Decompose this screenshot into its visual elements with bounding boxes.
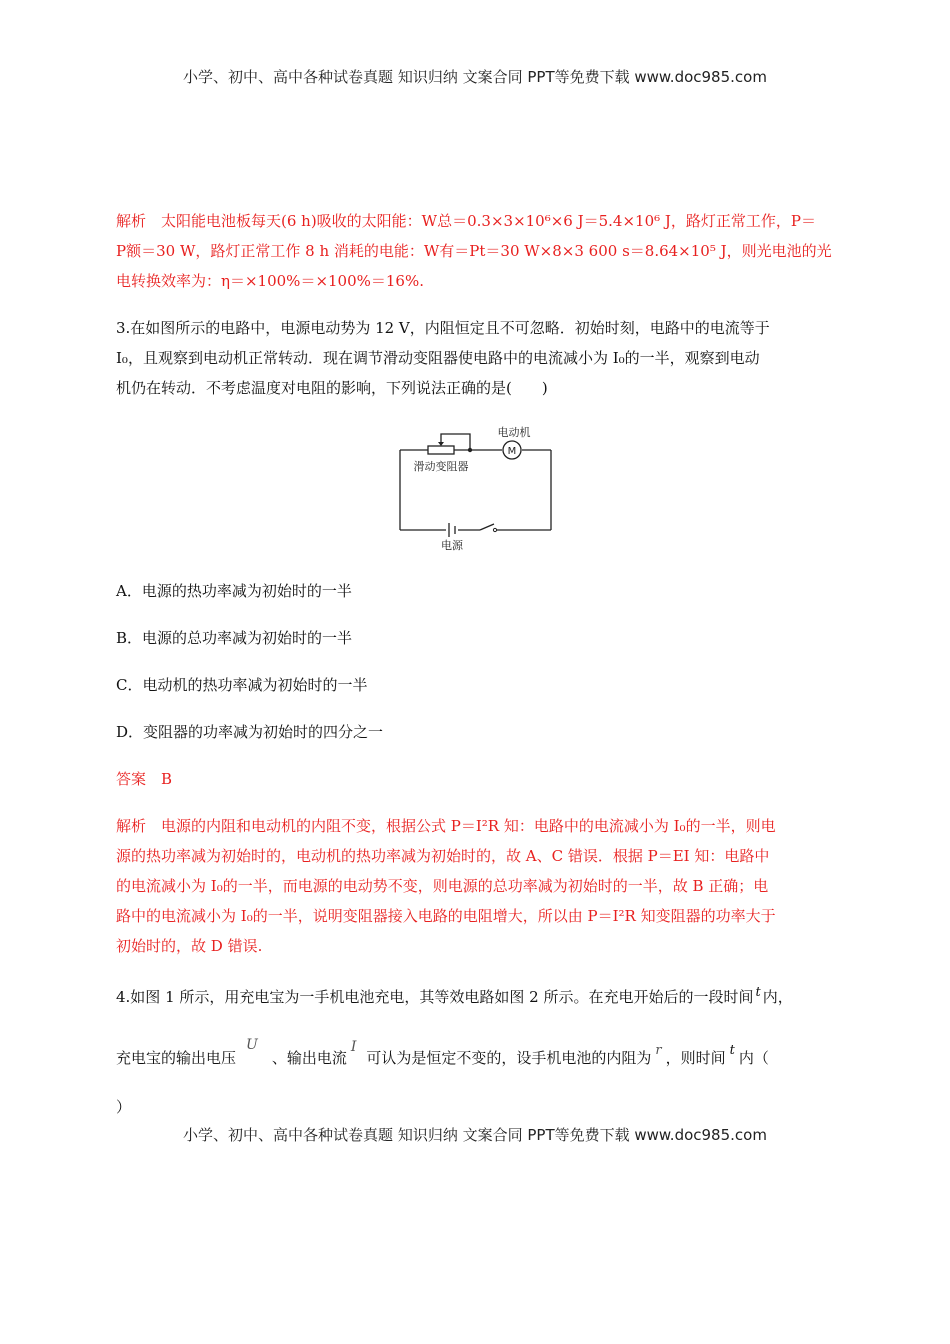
q3-answer: 答案 B — [116, 770, 173, 788]
q3-analysis-line-5: 初始时的，故 D 错误. — [116, 937, 263, 955]
q3-analysis-line-1: 解析 电源的内阻和电动机的内阻不变，根据公式 P＝I²R 知：电路中的电流减小为 I₀的一半，则电 — [116, 817, 776, 835]
q4-line-1-text: 4.如图 1 所示，用充电宝为一手机电池充电，其等效电路如图 2 所示。在充电开始后的一段时间 — [116, 988, 754, 1006]
q3-option-a: A．电源的热功率减为初始时的一半 — [116, 582, 352, 600]
q4-var-u: U — [246, 1037, 258, 1053]
q3-option-c: C．电动机的热功率减为初始时的一半 — [116, 676, 368, 694]
q2-analysis-line-3: 电转换效率为：η＝×100%＝×100%＝16%. — [116, 272, 424, 290]
q3-option-b: B．电源的总功率减为初始时的一半 — [116, 629, 353, 647]
q4-line-2-e: 内（ — [738, 1049, 769, 1067]
q4-stem-line-1 — [116, 986, 793, 1007]
motor-symbol-label: M — [507, 446, 517, 457]
q4-var-r: r — [655, 1043, 662, 1058]
page-header: 小学、初中、高中各种试卷真题 知识归纳 文案合同 PPT等免费下载 www.doc985.com — [183, 68, 767, 86]
q4-line-2-b: 、输出电流 — [271, 1049, 347, 1067]
q3-analysis-line-4: 路中的电流减小为 I₀的一半，说明变阻器接入电路的电阻增大，所以由 P＝I²R 知变阻器的功率大于 — [116, 907, 776, 925]
q2-analysis — [116, 206, 838, 296]
switch-symbol — [480, 524, 494, 530]
rheostat-symbol — [428, 446, 454, 454]
motor-label: 电动机 — [497, 426, 531, 439]
q4-stem-line-2 — [116, 1037, 769, 1068]
q2-analysis-line-1: 解析 太阳能电池板每天(6 h)吸收的太阳能：W总＝0.3×3×10⁶×6 J＝5.4×10⁶ J，路灯正常工作，P＝ — [116, 212, 817, 230]
rheostat-label: 滑动变阻器 — [413, 460, 469, 473]
q3-option-d: D．变阻器的功率减为初始时的四分之一 — [116, 723, 384, 741]
circuit-diagram — [390, 420, 560, 555]
q3-stem-line-3: 机仍在转动．不考虑温度对电阻的影响，下列说法正确的是( ) — [116, 379, 548, 397]
source-label: 电源 — [441, 539, 463, 552]
q3-analysis-line-2: 源的热功率减为初始时的，电动机的热功率减为初始时的，故 A、C 错误．根据 P＝EI 知：电路中 — [116, 847, 770, 865]
q4-line-2-a: 充电宝的输出电压 — [116, 1049, 237, 1067]
q4-var-t2: t — [729, 1043, 735, 1058]
q3-stem-line-2: I₀，且观察到电动机正常转动．现在调节滑动变阻器使电路中的电流减小为 I₀的一半，观察到电动 — [116, 349, 760, 367]
q3-analysis-line-3: 的电流减小为 I₀的一半，而电源的电动势不变，则电源的总功率减为初始时的一半，故 B 正确；电 — [116, 877, 769, 895]
q2-analysis-line-2: P额＝30 W，路灯正常工作 8 h 消耗的电能：W有＝Pt＝30 W×8×3 600 s＝8.64×10⁵ J，则光电池的光 — [116, 242, 832, 260]
q4-stem-line-3: ） — [116, 1098, 132, 1116]
q4-line-2-d: ，则时间 — [665, 1049, 726, 1067]
q4-line-2-c: 可认为是恒定不变的，设手机电池的内阻为 — [366, 1049, 652, 1067]
q3-analysis — [116, 811, 838, 961]
q3-stem — [116, 313, 838, 403]
q3-stem-line-1: 3.在如图所示的电路中，电源电动势为 12 V，内阻恒定且不可忽略．初始时刻，电路中的电流等于 — [116, 319, 770, 337]
q4-var-t1: t — [755, 985, 761, 1000]
page-footer: 小学、初中、高中各种试卷真题 知识归纳 文案合同 PPT等免费下载 www.doc985.com — [183, 1126, 767, 1144]
q4-line-1-end: 内， — [762, 988, 793, 1006]
q4-var-i: I — [350, 1039, 357, 1055]
